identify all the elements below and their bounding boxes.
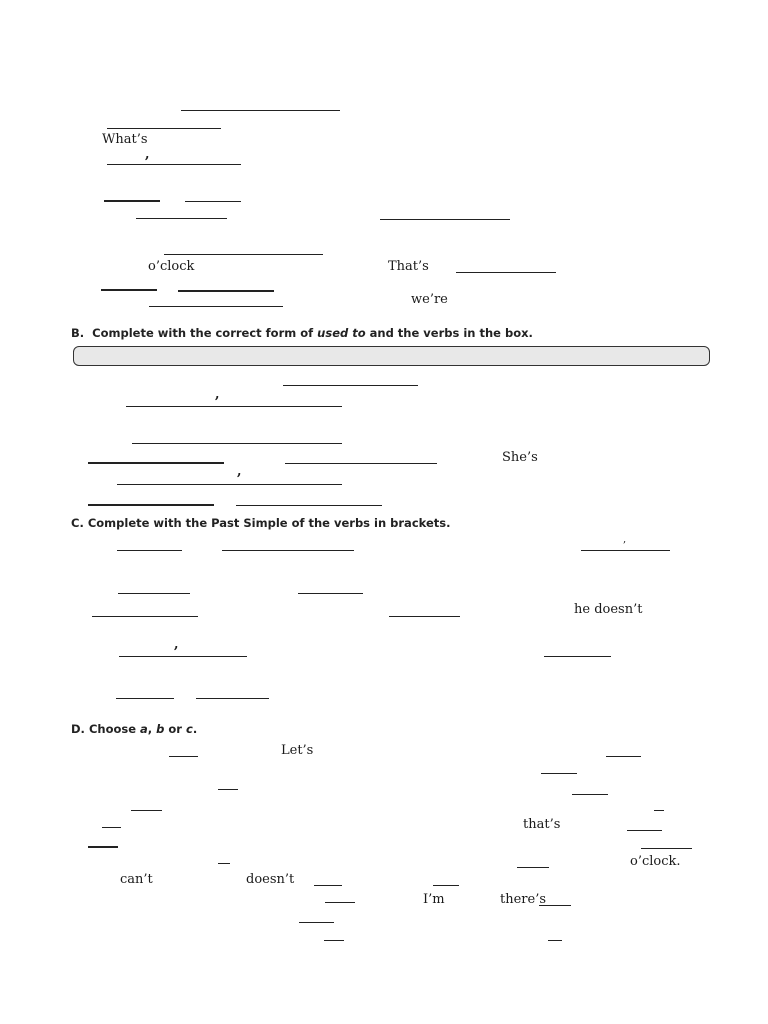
section-b-text: Complete with the correct form of [92, 326, 318, 340]
blank-line[interactable] [627, 830, 662, 831]
word-whats: What’s [102, 132, 148, 147]
word-he-doesnt: he doesn’t [574, 602, 643, 617]
blank-line[interactable] [548, 940, 562, 941]
blank-line[interactable] [88, 846, 118, 848]
blank-line[interactable] [117, 550, 182, 551]
option-c: c [185, 722, 193, 736]
blank-line[interactable] [324, 940, 344, 941]
blank-line[interactable] [641, 848, 692, 849]
blank-line[interactable] [285, 463, 437, 464]
blank-line[interactable] [196, 698, 269, 699]
section-c-heading [71, 516, 450, 530]
section-d-text: Choose [88, 722, 141, 736]
section-c-letter: C. [71, 516, 84, 530]
blank-line[interactable] [283, 385, 418, 386]
blank-line[interactable] [102, 827, 121, 828]
verb-box [73, 346, 710, 366]
sep: , [147, 722, 157, 736]
blank-line[interactable] [456, 272, 556, 273]
blank-line[interactable] [606, 756, 641, 757]
blank-line[interactable] [236, 505, 382, 506]
blank-line[interactable] [169, 756, 198, 757]
word-im: I’m [423, 892, 445, 907]
blank-line[interactable] [380, 219, 510, 220]
word-doesnt: doesn’t [246, 872, 295, 887]
blank-line[interactable] [131, 810, 162, 811]
section-b-emph: used to [317, 326, 366, 340]
blank-line[interactable] [654, 810, 664, 811]
section-d-heading [71, 722, 197, 736]
blank-line[interactable] [299, 922, 334, 923]
blank-line[interactable] [314, 885, 342, 886]
blank-line[interactable] [117, 484, 342, 485]
blank-line[interactable] [298, 593, 363, 594]
blank-line[interactable] [178, 290, 274, 292]
word-were: we’re [411, 292, 448, 307]
word-theres: there’s [500, 892, 547, 907]
blank-line[interactable] [92, 616, 198, 617]
blank-line[interactable] [118, 593, 190, 594]
blank-line[interactable] [581, 550, 670, 551]
blank-line[interactable] [149, 306, 283, 307]
end: . [192, 722, 198, 736]
blank-line[interactable] [181, 110, 340, 111]
word-oclock: o’clock. [630, 854, 681, 869]
blank-line[interactable] [185, 201, 241, 202]
blank-line[interactable] [389, 616, 460, 617]
sep: or [164, 722, 186, 736]
blank-line[interactable] [88, 462, 224, 464]
word-oclock: o’clock [148, 259, 195, 274]
comma-mark: , [623, 534, 627, 545]
section-b-letter: B. [71, 326, 85, 340]
blank-line[interactable] [126, 406, 342, 407]
blank-line[interactable] [218, 863, 230, 864]
blank-line[interactable] [433, 885, 459, 886]
comma-mark: , [145, 147, 150, 162]
blank-line[interactable] [119, 656, 247, 657]
blank-line[interactable] [104, 200, 160, 202]
blank-line[interactable] [101, 289, 157, 291]
blank-line[interactable] [544, 656, 611, 657]
option-b: b [156, 722, 165, 736]
blank-line[interactable] [572, 794, 608, 795]
blank-line[interactable] [116, 698, 174, 699]
section-b-text-end: and the verbs in the box. [365, 326, 533, 340]
blank-line[interactable] [539, 905, 571, 906]
blank-line[interactable] [107, 164, 241, 165]
comma-mark: , [237, 464, 242, 479]
word-thats: That’s [388, 259, 429, 274]
comma-mark: , [215, 387, 220, 402]
word-shes: She’s [502, 450, 538, 465]
word-thats: that’s [523, 817, 561, 832]
blank-line[interactable] [218, 789, 238, 790]
word-cant: can’t [120, 872, 153, 887]
blank-line[interactable] [132, 443, 342, 444]
blank-line[interactable] [517, 867, 549, 868]
blank-line[interactable] [88, 504, 214, 506]
blank-line[interactable] [136, 218, 227, 219]
section-d-letter: D. [71, 722, 85, 736]
comma-mark: , [174, 637, 179, 652]
option-a: a [140, 722, 148, 736]
blank-line[interactable] [325, 902, 355, 903]
word-lets: Let’s [281, 743, 314, 758]
section-b-heading [71, 326, 533, 340]
section-c-text: Complete with the Past Simple of the verbs in brackets. [87, 516, 451, 530]
blank-line[interactable] [541, 773, 577, 774]
blank-line[interactable] [222, 550, 354, 551]
blank-line[interactable] [107, 128, 221, 129]
blank-line[interactable] [164, 254, 323, 255]
